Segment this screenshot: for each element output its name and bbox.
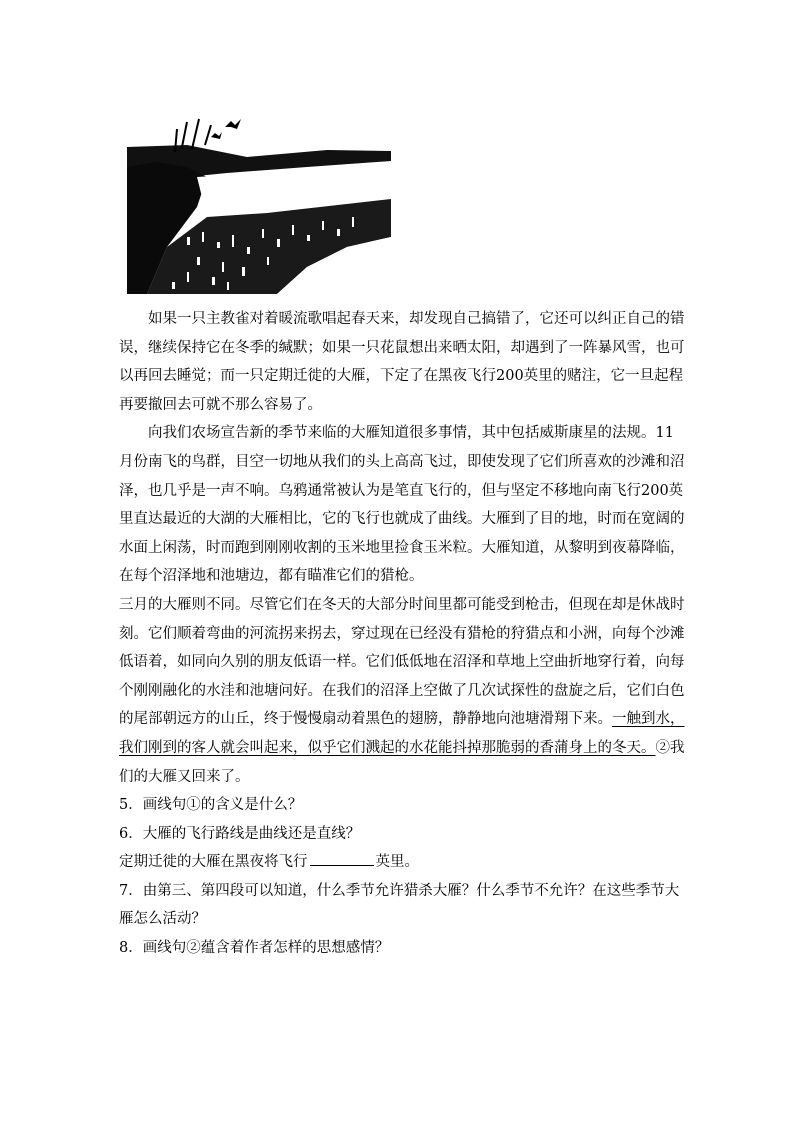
fill-text-after: 英里。	[375, 854, 419, 871]
fill-text-before: 定期迁徙的大雁在黑夜将飞行	[119, 854, 308, 871]
paragraph-3-text: 三月的大雁则不同。尽管它们在冬天的大部分时间里都可能受到枪击，但现在却是休战时刻。它们顺着弯曲的河流拐来拐去，穿过现在已经没有猎枪的狩猎点和小洲，向每个沙滩低语着，如同向久别的朋友低语一样。它们低低地在沼泽和草地上空曲折地穿行着，向每个刚刚融化的水洼和池塘问好。在我们的沼泽上空做了几次试探性的盘旋之后，它们白色的尾部朝远方的山丘，终于慢慢扇动着黑色的翅膀，静静地向池塘滑翔下来。	[119, 596, 685, 728]
paragraph-3	[119, 591, 685, 791]
paragraph-3-ending: ②我们的大雁又回来了。	[119, 739, 685, 785]
question-6: 6．大雁的飞行路线是曲线还是直线？	[119, 825, 361, 842]
underlined-sentence-1: 一触到水，我们刚到的客人就会叫起来，似乎它们溅起的水花能抖掉那脆弱的香蒲身上的冬天。	[119, 711, 685, 756]
wild-geese-over-marsh-image	[127, 117, 391, 294]
passage	[119, 305, 685, 963]
paragraph-1: 如果一只主教雀对着暖流歌唱起春天来，却发现自己搞错了，它还可以纠正自己的错误，继续保持它在冬季的缄默；如果一只花鼠想出来晒太阳，却遇到了一阵暴风雪，也可以再回去睡觉；而一只定期迁徙的大雁，下定了在黑夜飞行200英里的赌注，它一旦起程再要撤回去可就不那么容易了。	[119, 311, 685, 413]
question-7: 7．由第三、第四段可以知道，什么季节允许猎杀大雁？什么季节不允许？在这些季节大雁怎么活动？	[119, 882, 680, 928]
paragraph-2: 向我们农场宣告新的季节来临的大雁知道很多事情，其中包括威斯康星的法规。11月份南飞的鸟群，目空一切地从我们的头上高高飞过，即使发现了它们所喜欢的沙滩和沼泽，也几乎是一声不响。乌鸦通常被认为是笔直飞行的，但与坚定不移地向南飞行200英里直达最近的大湖的大雁相比，它的飞行也就成了曲线。大雁到了目的地，时而在宽阔的水面上闲荡，时而跑到刚刚收割的玉米地里捡食玉米粒。大雁知道，从黎明到夜幕降临，在每个沼泽地和池塘边，都有瞄准它们的猎枪。	[119, 425, 685, 585]
question-6-fill	[119, 848, 685, 877]
answer-blank[interactable]	[310, 851, 374, 866]
question-5: 5．画线句①的含义是什么？	[119, 797, 303, 814]
question-8: 8．画线句②蕴含着作者怎样的思想感情？	[119, 940, 390, 957]
